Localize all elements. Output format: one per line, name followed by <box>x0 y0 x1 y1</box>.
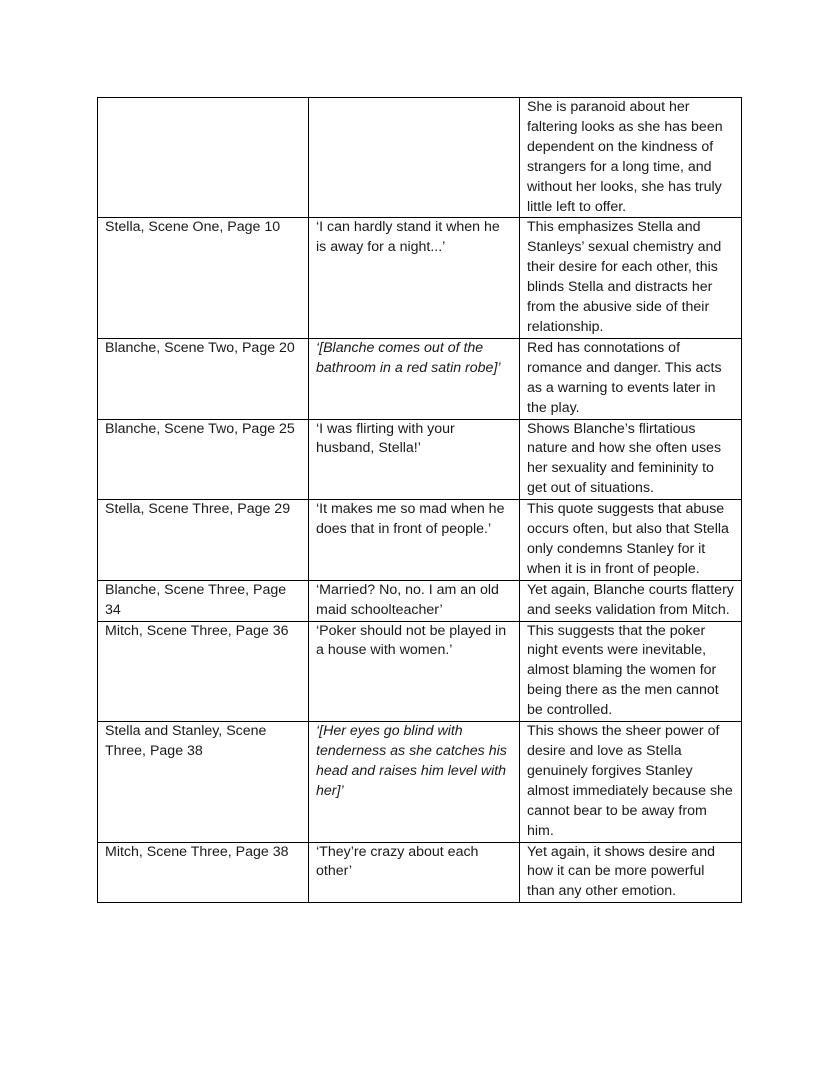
reference-cell: Mitch, Scene Three, Page 36 <box>98 621 309 722</box>
quote-cell: ‘I can hardly stand it when he is away for a night...’ <box>309 218 520 338</box>
reference-cell: Stella, Scene Three, Page 29 <box>98 500 309 581</box>
analysis-cell: This emphasizes Stella and Stanleys’ sexual chemistry and their desire for each other, this blinds Stella and distracts her from the abusive side of their relationship. <box>520 218 742 338</box>
table-row <box>98 621 742 722</box>
quote-cell: ‘I was flirting with your husband, Stella!’ <box>309 419 520 500</box>
quote-cell: ‘Married? No, no. I am an old maid schoolteacher’ <box>309 580 520 621</box>
analysis-cell: Yet again, it shows desire and how it can be more powerful than any other emotion. <box>520 842 742 903</box>
table-row <box>98 338 742 419</box>
table-row <box>98 580 742 621</box>
analysis-cell: Red has connotations of romance and danger. This acts as a warning to events later in the play. <box>520 338 742 419</box>
analysis-cell: Shows Blanche’s flirtatious nature and how she often uses her sexuality and femininity to get out of situations. <box>520 419 742 500</box>
analysis-cell: Yet again, Blanche courts flattery and seeks validation from Mitch. <box>520 580 742 621</box>
reference-cell: Blanche, Scene Two, Page 20 <box>98 338 309 419</box>
reference-cell <box>98 98 309 218</box>
quote-cell: ‘It makes me so mad when he does that in front of people.’ <box>309 500 520 581</box>
analysis-cell: This suggests that the poker night events were inevitable, almost blaming the women for being there as the men cannot be controlled. <box>520 621 742 722</box>
quote-cell: ‘They’re crazy about each other’ <box>309 842 520 903</box>
quote-cell: ‘Poker should not be played in a house with women.’ <box>309 621 520 722</box>
reference-cell: Stella, Scene One, Page 10 <box>98 218 309 338</box>
reference-cell: Blanche, Scene Three, Page 34 <box>98 580 309 621</box>
quote-cell: ‘[Blanche comes out of the bathroom in a red satin robe]’ <box>309 338 520 419</box>
analysis-cell: This shows the sheer power of desire and love as Stella genuinely forgives Stanley almost immediately because she cannot bear to be away from him. <box>520 722 742 842</box>
quote-cell: ‘[Her eyes go blind with tenderness as she catches his head and raises him level with her]’ <box>309 722 520 842</box>
table-row <box>98 419 742 500</box>
quote-cell <box>309 98 520 218</box>
table-row <box>98 218 742 338</box>
analysis-cell: This quote suggests that abuse occurs often, but also that Stella only condemns Stanley for it when it is in front of people. <box>520 500 742 581</box>
table-row <box>98 500 742 581</box>
quote-analysis-table <box>97 97 742 903</box>
reference-cell: Mitch, Scene Three, Page 38 <box>98 842 309 903</box>
analysis-cell: She is paranoid about her faltering looks as she has been dependent on the kindness of strangers for a long time, and without her looks, she has truly little left to offer. <box>520 98 742 218</box>
table-row <box>98 842 742 903</box>
table-row <box>98 722 742 842</box>
reference-cell: Stella and Stanley, Scene Three, Page 38 <box>98 722 309 842</box>
table-row <box>98 98 742 218</box>
reference-cell: Blanche, Scene Two, Page 25 <box>98 419 309 500</box>
